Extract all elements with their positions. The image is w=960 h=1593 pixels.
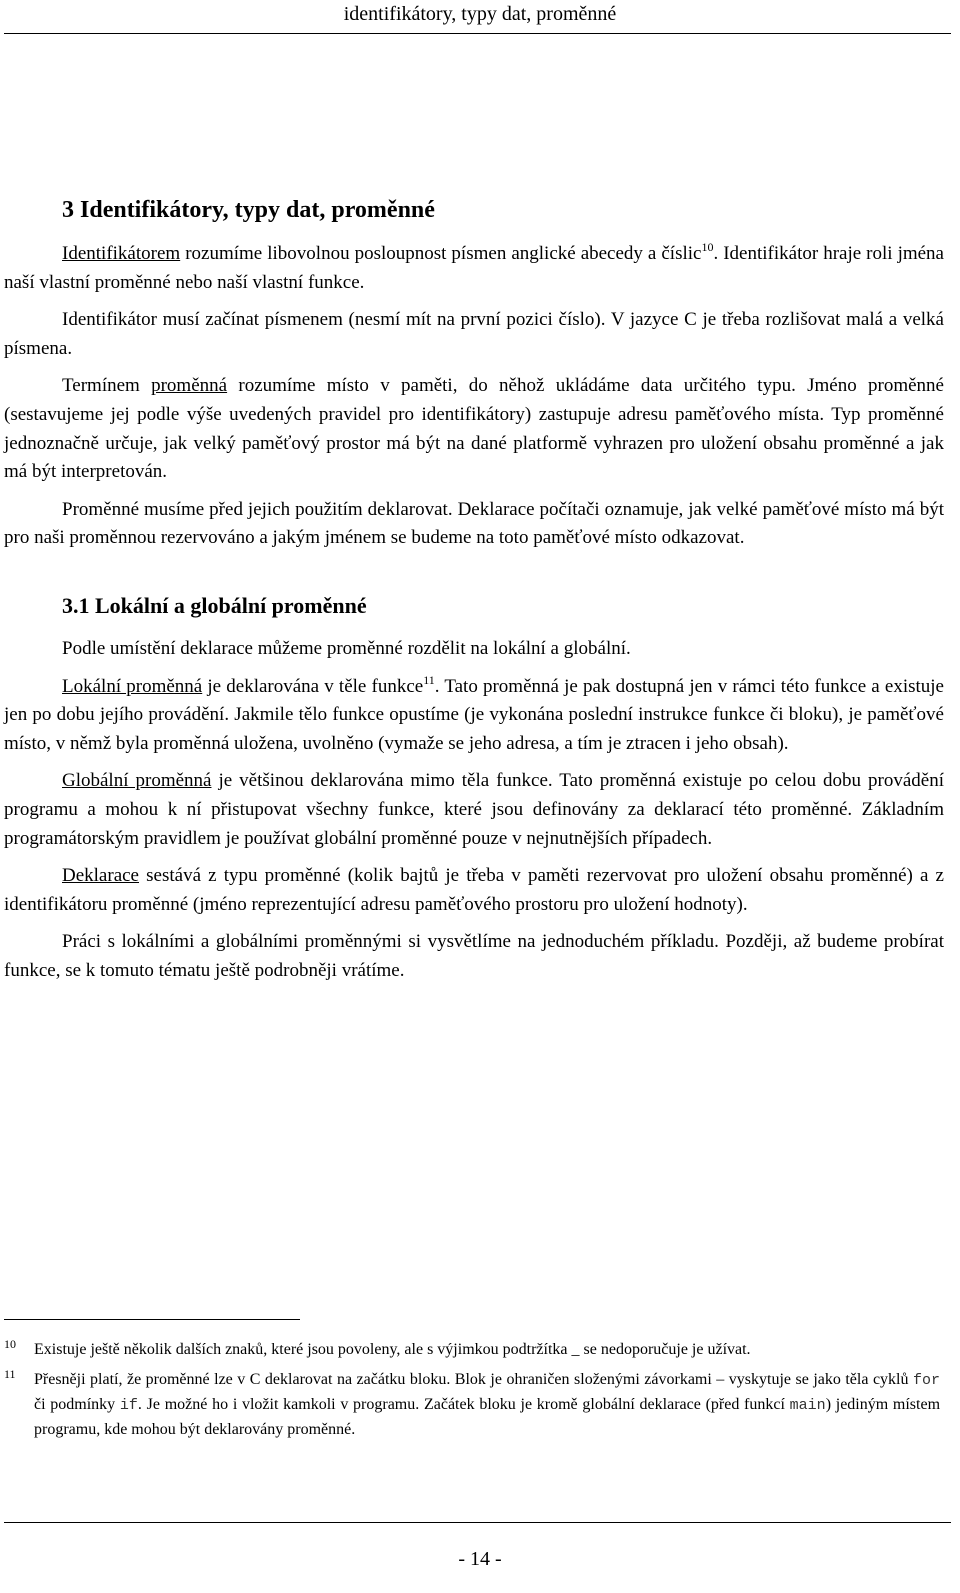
term-deklarace: Deklarace: [62, 865, 139, 887]
paragraph-declaration-structure: [4, 862, 944, 919]
footnote-text: Přesněji platí, že proměnné lze v C deklarovat na začátku bloku. Blok je ohraničen složenými závorkami – vyskytuje se jako těla cyklů: [34, 1371, 913, 1388]
paragraph-identifier-rules: Identifikátor musí začínat písmenem (nesmí mít na první pozici číslo). V jazyce C je třeba rozlišovat malá a velká písmena.: [4, 309, 944, 359]
footnote-ref-10[interactable]: 10: [701, 240, 714, 254]
footnote-text: Existuje ještě několik dalších znaků, které jsou povoleny, ale s výjimkou podtržítka _ se nedoporučuje je užívat.: [34, 1341, 751, 1358]
page-body: [4, 192, 944, 994]
footnotes: [4, 1338, 940, 1448]
term-identifikatorem: Identifikátorem: [62, 243, 181, 264]
footnote-number: 10: [4, 1337, 16, 1351]
paragraph-example-intro: Práci s lokálními a globálními proměnnými si vysvětlíme na jednoduchém příkladu. Později, až budeme probírat funkce, se k tomuto tématu ještě podrobněji vrátíme.: [4, 931, 944, 981]
paragraph-text: Termínem: [62, 375, 152, 397]
paragraph-text: rozumíme místo v paměti, do něhož ukládáme data určitého typu. Jméno proměnné (sestavujeme jej podle výše uvedených pravidel pro identifikátory) zastupuje adresu paměťového místa. Typ proměnné jednoznačně určuje, jak velký paměťový prostor má být na dané platformě vyhrazen pro uložení obsahu proměnné a jak má být interpretován.: [4, 375, 944, 483]
footnote-11: [4, 1368, 940, 1442]
paragraph-identifier-definition: [4, 240, 944, 297]
footnote-text: ) jediným místem programu, kde mohou být deklarovány proměnné.: [34, 1396, 941, 1438]
footer-divider: [4, 1522, 951, 1523]
code-main: main: [789, 1397, 826, 1414]
paragraph-local-variable: [4, 673, 944, 759]
footnote-ref-11[interactable]: 11: [423, 672, 435, 687]
code-for: for: [912, 1372, 940, 1389]
section-heading: 3 Identifikátory, typy dat, proměnné: [62, 197, 435, 223]
paragraph-text: sestává z typu proměnné (kolik bajtů je třeba v paměti rezervovat pro uložení obsahu proměnné) a z identifikátoru proměnné (jméno reprezentující adresu paměťového prostoru pro uložení hodnoty).: [4, 865, 944, 915]
footnote-10: [4, 1338, 940, 1362]
footnote-divider: [4, 1319, 300, 1320]
footnote-number: 11: [4, 1367, 16, 1381]
paragraph-text: rozumíme libovolnou posloupnost písmen anglické abecedy a číslic: [180, 243, 702, 264]
running-header: identifikátory, typy dat, proměnné: [343, 3, 617, 25]
footnote-text: či podmínky: [34, 1396, 120, 1413]
header-divider: [4, 33, 951, 34]
paragraph-text: je deklarována v těle funkce: [202, 675, 424, 697]
subsection-heading: 3.1 Lokální a globální proměnné: [62, 592, 367, 618]
paragraph-declaration: Proměnné musíme před jejich použitím deklarovat. Deklarace počítači oznamuje, jak velké paměťové místo má být pro naši proměnnou rezervováno a jakým jménem se budeme na toto paměťové místo odkazovat.: [4, 498, 944, 549]
term-globalni-promenna: Globální proměnná: [62, 770, 212, 792]
code-if: if: [119, 1397, 138, 1414]
page-number: - 14 -: [458, 1548, 502, 1570]
term-lokalni-promenna: Lokální proměnná: [62, 675, 203, 697]
paragraph-text: . Identifikátor hraje roli jména naší vlastní proměnné nebo naší vlastní funkce.: [4, 243, 944, 293]
paragraph-text: . Tato proměnná je pak dostupná jen v rámci této funkce a existuje jen po dobu jejího provádění. Jakmile tělo funkce opustíme (je vykonána poslední instrukce funkce či bloku), je paměťové místo, v němž byla proměnná uložena, uvolněno (vymaže se jeho adresa, a tím je ztracen i jeho obsah).: [4, 675, 944, 754]
paragraph-global-variable: [4, 767, 944, 853]
paragraph-variable-definition: [4, 372, 944, 486]
paragraph-scope-intro: Podle umístění deklarace můžeme proměnné rozdělit na lokální a globální.: [62, 637, 631, 659]
paragraph-text: je většinou deklarována mimo těla funkce. Tato proměnná existuje po celou dobu provádění programu a mohou k ní přistupovat všechny funkce, které jsou definovány za deklarací této proměnné. Základním programátorským pravidlem je používat globální proměnné pouze v nejnutnějších případech.: [4, 770, 944, 849]
footnote-text: . Je možné ho i vložit kamkoli v programu. Začátek bloku je kromě globální deklarace (před funkcí: [137, 1396, 790, 1413]
term-promenna: proměnná: [151, 375, 228, 397]
